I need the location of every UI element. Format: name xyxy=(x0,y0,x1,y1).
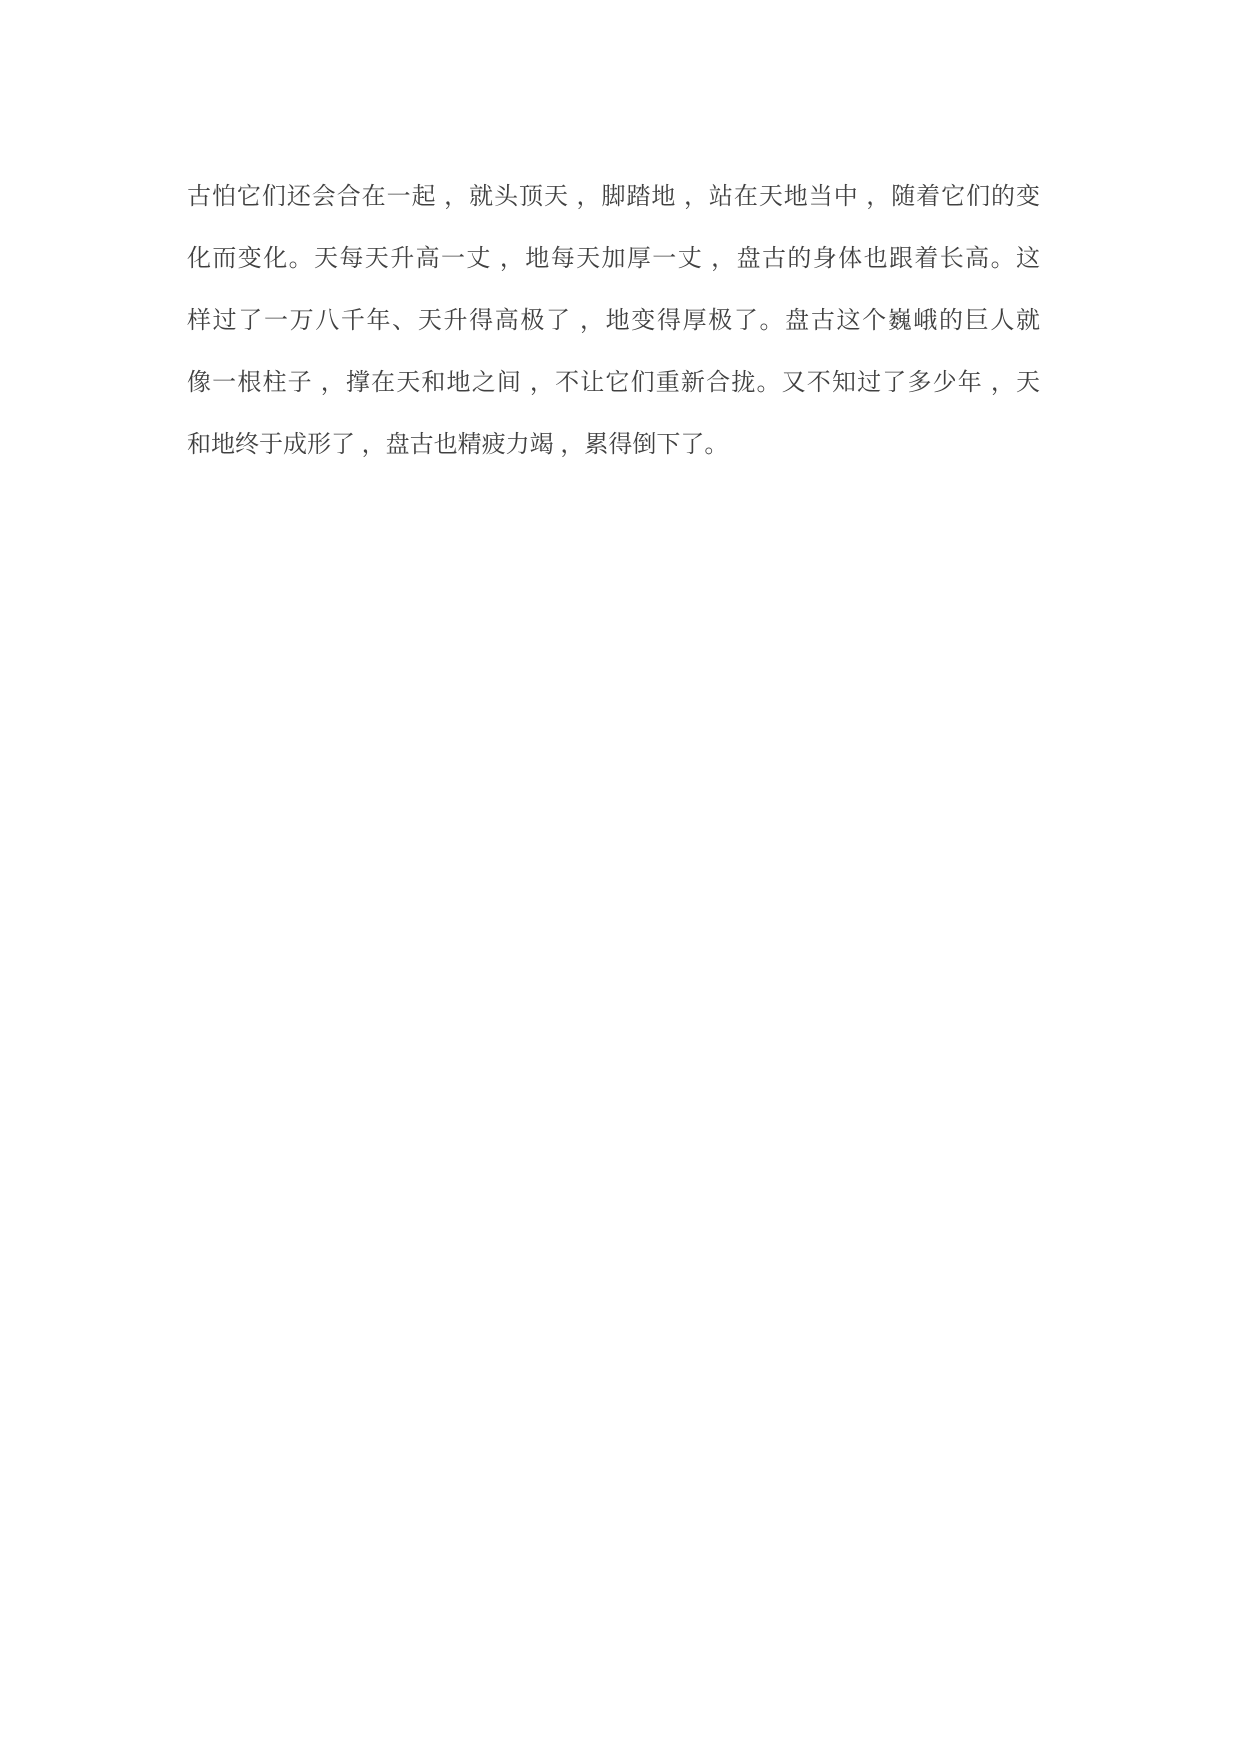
text-line-3: 样过了一万八千年、天升得高极了 ，地变得厚极了。盘古这个巍峨的巨人就 xyxy=(187,307,1040,334)
text-line-4: 像一根柱子 ，撑在天和地之间 ，不让它们重新合拢。又不知过了多少年 ，天 xyxy=(187,369,1040,396)
text-line-5: 和地终于成形了 ，盘古也精疲力竭 ，累得倒下了。 xyxy=(187,431,729,458)
paragraph-pangu-story xyxy=(187,166,1040,476)
text-line-1: 古怕它们还会合在一起 ，就头顶天 ，脚踏地 ，站在天地当中 ，随着它们的变 xyxy=(187,183,1040,210)
text-line-2: 化而变化。天每天升高一丈 ，地每天加厚一丈 ，盘古的身体也跟着长高。这 xyxy=(187,245,1040,272)
